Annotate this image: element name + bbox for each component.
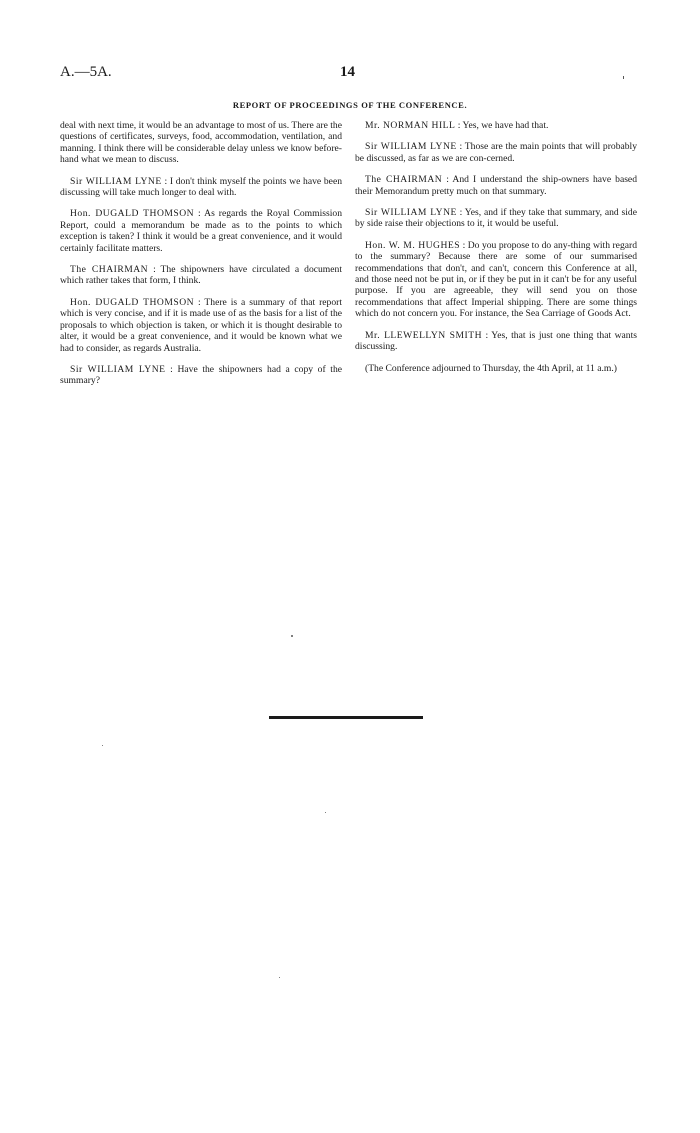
right-column [355, 120, 637, 384]
speaker-name: Sir WILLIAM LYNE [365, 141, 457, 153]
speech-paragraph: Sir WILLIAM LYNE : Yes, and if they take that summary, and side by side raise their objections to it, it would be useful. [355, 207, 637, 230]
speaker-name: The CHAIRMAN [365, 174, 443, 186]
speech-text: Do you propose to do any-thing with regard to the summary? Because there are some of our summarised recommendations that don't, and can't, concern this Conference at all, and those need not be put in, or if they be put in it can't be for any useful purpose. If you are agreeable, they will send you on those recommendations that affect Imperial shipping. There are some things which do not concern you. For instance, the Sea Carriage of Goods Act. [355, 239, 637, 320]
speech-text: Yes, that is just one thing that wants discussing. [355, 329, 637, 353]
speech-paragraph: Sir WILLIAM LYNE : Have the shipowners had a copy of the summary? [60, 363, 343, 387]
speech-paragraph: Mr. NORMAN HILL : Yes, we have had that. [365, 120, 549, 131]
page-speck [623, 76, 624, 79]
speech-paragraph: The CHAIRMAN : The shipowners have circulated a document which rather takes that form, I think. [60, 264, 342, 287]
closing-rule [269, 716, 423, 719]
speech-paragraph: Hon. DUGALD THOMSON : As regards the Royal Commission Report, could a memorandum be made as to the points to which exception is taken? I think it would be a great convenience, and it would certainly facilitate matters. [60, 208, 342, 254]
speech-text: Those are the main points that will probably be discussed, as far as we are con-cerned. [355, 141, 638, 164]
speech-text: And I understand the ship-owners have based their Memorandum pretty much on that summary. [355, 174, 637, 197]
speech-text: (The Conference adjourned to Thursday, the 4th April, at 11 a.m.) [365, 362, 617, 374]
page-speck [102, 745, 103, 746]
speech-paragraph: Mr. LLEWELLYN SMITH : Yes, that is just one thing that wants discussing. [355, 329, 637, 353]
header-left-reference: A.—5A. [60, 64, 112, 80]
speaker-name: The CHAIRMAN [70, 264, 149, 276]
speech-text: Have the shipowners had a copy of the summary? [60, 363, 343, 387]
speaker-name: Hon. DUGALD THOMSON [70, 208, 195, 220]
speech-paragraph: Hon. DUGALD THOMSON : There is a summary of that report which is very concise, and if it is made use of as the basis for a list of the proposals to which objection is taken, or which it is thought desirable to alter, it would be a great convenience, and it would be known what we had to consider, as regards Australia. [60, 296, 342, 354]
speaker-name: Mr. NORMAN HILL [365, 120, 456, 131]
speech-text: As regards the Royal Commission Report, could a memorandum be made as to the points to which exception is taken? I think it would be a great convenience, and it would certainly facilitate matters. [60, 208, 342, 254]
speaker-name: Sir WILLIAM LYNE [70, 175, 162, 187]
speaker-name: Hon. DUGALD THOMSON [70, 296, 195, 308]
speech-paragraph: Sir WILLIAM LYNE : I don't think myself the points we have been discussing will take much longer to deal with. [60, 175, 342, 199]
speech-text: The shipowners have circulated a document which rather takes that form, I think. [60, 264, 342, 287]
speech-paragraph: Hon. W. M. HUGHES : Do you propose to do any-thing with regard to the summary? Because there are some of our summarised recommendations that don't, and can't, concern this Conference at all, and those need not be put in, or if they be put in it can't be for any useful purpose. If you are agreeable, they will send you on those recommendations that affect Imperial shipping. There are some things which do not concern you. For instance, the Sea Carriage of Goods Act. [355, 239, 637, 320]
speech-text: I don't think myself the points we have been discussing will take much longer to deal with. [60, 175, 342, 199]
speech-text: Yes, we have had that. [462, 120, 549, 131]
page-speck [325, 812, 326, 813]
page-speck [291, 635, 293, 637]
speaker-name: Sir WILLIAM LYNE [70, 363, 166, 375]
speech-paragraph: The CHAIRMAN : And I understand the ship-owners have based their Memorandum pretty much on that summary. [355, 174, 637, 197]
speech-text: Yes, and if they take that summary, and side by side raise their objections to it, it would be useful. [355, 207, 637, 230]
speech-text: deal with next time, it would be an advantage to most of us. There are the questions of certificates, surveys, food, accommodation, ventilation, and manning. I think there will be considerable delay unless we know before-hand what we mean to discuss. [60, 120, 342, 166]
speaker-name: Mr. LLEWELLYN SMITH [365, 329, 483, 341]
speech-paragraph: Sir WILLIAM LYNE : Those are the main points that will probably be discussed, as far as we are con-cerned. [355, 141, 638, 164]
speaker-name: Sir WILLIAM LYNE [365, 207, 457, 219]
page-speck [279, 977, 280, 978]
speaker-name: Hon. W. M. HUGHES [365, 239, 461, 251]
speech-paragraph [355, 363, 637, 374]
speech-paragraph [60, 120, 342, 166]
left-column [60, 120, 342, 397]
page-number: 14 [340, 64, 355, 80]
running-title: REPORT OF PROCEEDINGS OF THE CONFERENCE. [232, 100, 468, 110]
speech-text: There is a summary of that report which is very concise, and if it is made use of as the basis for a list of the proposals to which objection is taken, or which it is thought desirable to alter, it would be a great convenience, and it would be known what we had to consider, as regards Australia. [60, 296, 342, 354]
